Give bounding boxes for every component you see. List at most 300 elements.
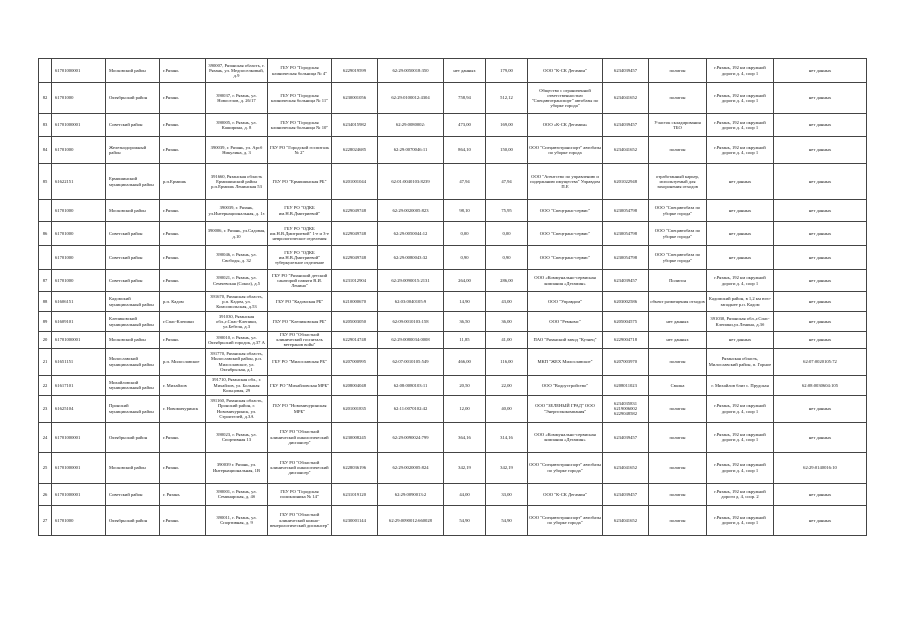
cell-inn: 6230001144 bbox=[332, 505, 378, 535]
cell-basis: полигон bbox=[649, 395, 707, 422]
cell-locality: г. Рязань bbox=[160, 483, 206, 505]
cell-address: 391670, Рязанская область, р.п. Кадом, ул. Комсомольская, д.53 bbox=[206, 292, 268, 312]
cell-address: 390039, г. Рязань, ул.Интернациональная, д. 1з bbox=[206, 200, 268, 222]
cell-locality: г. Новомичуринск bbox=[160, 395, 206, 422]
cell-cadastral: 62:29:0050018:350 bbox=[378, 59, 444, 83]
table-row bbox=[39, 114, 867, 137]
cell-site: г.Рязань, 192 км окружной дороги д. 4, соор 1 bbox=[707, 452, 774, 483]
cell-area1: 36,50 bbox=[444, 312, 486, 332]
cell-area1: 12,00 bbox=[444, 395, 486, 422]
table-row bbox=[39, 505, 867, 535]
cell-org: ГБУ РО "Областной клинический онкологический диспансер" bbox=[268, 422, 332, 452]
cell-locality: р.п.Ермишь bbox=[160, 164, 206, 200]
cell-area1: 14,90 bbox=[444, 292, 486, 312]
table-row bbox=[39, 422, 867, 452]
cell-num bbox=[39, 200, 52, 222]
cell-cad2: 62:29:0140016:10 bbox=[774, 452, 867, 483]
cell-basis: полигон bbox=[649, 348, 707, 375]
cell-operator: ООО "Спецавтотранспорт" автобазы по уборке города" bbox=[528, 505, 603, 535]
cell-area1: 20,50 bbox=[444, 375, 486, 395]
cell-site: нет данных bbox=[707, 246, 774, 270]
cell-inn2: 6234041652 bbox=[603, 505, 649, 535]
cell-district: Клепиковский муниципальный район bbox=[106, 312, 160, 332]
cell-num: 22 bbox=[39, 375, 52, 395]
cell-num: 85 bbox=[39, 164, 52, 200]
cell-cad2: нет данных bbox=[774, 114, 867, 137]
cell-locality: г.Рязань bbox=[160, 422, 206, 452]
cell-area2: 0,90 bbox=[486, 246, 528, 270]
cell-address: 390010, г. Рязань, ул. Октябрьский городок, д.37 А bbox=[206, 332, 268, 349]
cell-operator: ООО "Спецавтотранспорт" автобазы по уборке города" bbox=[528, 452, 603, 483]
cell-oktmo: 61701000 bbox=[52, 200, 106, 222]
cell-area2: 179,00 bbox=[486, 59, 528, 83]
cell-address: 390001, г. Рязань, ул. Семинарская, д. 4б bbox=[206, 483, 268, 505]
cell-site: 391030, Рязанская обл.,г.Спас-Клепики,ул.Ленина, д.3б bbox=[707, 312, 774, 332]
cell-area1: 54,90 bbox=[444, 505, 486, 535]
cell-district: Октябрьский район bbox=[106, 422, 160, 452]
cell-area2: 169,00 bbox=[486, 114, 528, 137]
cell-cadastral: 62:29:0080043:32 bbox=[378, 246, 444, 270]
cell-num: 84 bbox=[39, 137, 52, 164]
table-row bbox=[39, 452, 867, 483]
cell-site: г.Рязань, 192 км окружной дороги д. 4, соор 1 bbox=[707, 505, 774, 535]
cell-operator: МКП "ЖЕХ Милославское" bbox=[528, 348, 603, 375]
cell-oktmo: 61701000 bbox=[52, 505, 106, 535]
cell-num: 88 bbox=[39, 292, 52, 312]
cell-area1: 758,94 bbox=[444, 83, 486, 114]
cell-basis: ООО "Спецавтобаза по уборке города" bbox=[649, 222, 707, 246]
cell-cadastral: 62:29:0100012:4304 bbox=[378, 83, 444, 114]
cell-address: 390039 г. Рязань, ул. Интернациональная, 1В bbox=[206, 452, 268, 483]
cell-cad2: нет данных bbox=[774, 505, 867, 535]
cell-cad2: нет данных bbox=[774, 483, 867, 505]
cell-inn2: 6234039457 bbox=[603, 422, 649, 452]
cell-operator: ПАО "Рязанский завод "Кузнец" bbox=[528, 332, 603, 349]
table-row bbox=[39, 164, 867, 200]
cell-cadastral: 62:29:0020005:823 bbox=[378, 200, 444, 222]
cell-basis: полигон bbox=[649, 59, 707, 83]
cell-address: 391160, Рязанская область, Пронский район, г. Новомичуринск, ул. Строителей, д.3А bbox=[206, 395, 268, 422]
cell-org: ГБУ РО "Кадомская РБ" bbox=[268, 292, 332, 312]
cell-operator: ООО "Управдом" bbox=[528, 292, 603, 312]
cell-area2: 75,95 bbox=[486, 200, 528, 222]
cell-district: Милославский муниципальный район bbox=[106, 348, 160, 375]
table-row bbox=[39, 395, 867, 422]
cell-oktmo: 61701000001 bbox=[52, 483, 106, 505]
cell-district: Московский район bbox=[106, 332, 160, 349]
cell-site: г.Рязань, 192 км окружной дороги д. 4, соор. 2 bbox=[707, 483, 774, 505]
cell-address: 390039, г. Рязань, ул. Арсб Никулина, д. 3 bbox=[206, 137, 268, 164]
cell-area1: 0,00 bbox=[444, 222, 486, 246]
cell-locality: р.п. Кадом bbox=[160, 292, 206, 312]
cell-basis: отработанный карьер, используемый для захоронения отходов bbox=[649, 164, 707, 200]
cell-operator: ООО "Ремкомс" bbox=[528, 312, 603, 332]
cell-area1: 44,00 bbox=[444, 483, 486, 505]
cell-inn2: 6234035831 6219006002 6229048582 bbox=[603, 395, 649, 422]
cell-oktmo: 61701000001 bbox=[52, 332, 106, 349]
cell-area2: 33,00 bbox=[486, 483, 528, 505]
cell-operator: ООО "Спецтранс-сервис" bbox=[528, 246, 603, 270]
cell-num: 23 bbox=[39, 395, 52, 422]
cell-address: 390005, г. Рязань, ул. Каширина, д. 8 bbox=[206, 114, 268, 137]
cell-district: Советский район bbox=[106, 246, 160, 270]
cell-inn: 6229049748 bbox=[332, 200, 378, 222]
cell-inn2: 6234039457 bbox=[603, 483, 649, 505]
table-row bbox=[39, 375, 867, 395]
cell-locality: г.Рязань bbox=[160, 59, 206, 83]
cell-num bbox=[39, 59, 52, 83]
cell-inn: 6210000670 bbox=[332, 292, 378, 312]
cell-inn2: 6230054798 bbox=[603, 246, 649, 270]
cell-org: ГБУ РО "ОДКБ им.Н.В.Дмитриевой" bbox=[268, 200, 332, 222]
cell-address: 390007, Рязанская область, г. Рязань, ул. Медпоселковый, д.9 bbox=[206, 59, 268, 83]
cell-cad2: нет данных bbox=[774, 270, 867, 292]
cell-inn: 6231019120 bbox=[332, 483, 378, 505]
cell-site: нет данных bbox=[707, 222, 774, 246]
cell-district: Октябрьский район bbox=[106, 505, 160, 535]
cell-district: Московский район bbox=[106, 452, 160, 483]
cell-address: 390021, г. Рязань, ул. Семчевская (Сокол), д.5 bbox=[206, 270, 268, 292]
cell-cad2: 62:08:0030604:105 bbox=[774, 375, 867, 395]
cell-inn2: 6201022948 bbox=[603, 164, 649, 200]
cell-address: 390046, г. Рязань, ул. Свободы, д. 32 bbox=[206, 246, 268, 270]
cell-cadastral: 62:29:0020005:824 bbox=[378, 452, 444, 483]
table-row bbox=[39, 222, 867, 246]
cell-area1: 473,00 bbox=[444, 114, 486, 137]
cell-operator: ООО "К-СК Дегамин" bbox=[528, 59, 603, 83]
table-row bbox=[39, 137, 867, 164]
cell-org: ГБУ РО "Михайловская МРБ" bbox=[268, 375, 332, 395]
cell-area2: 40,00 bbox=[486, 395, 528, 422]
cell-locality: г.Рязань bbox=[160, 222, 206, 246]
cell-cadastral: 62:29:0090015:2131 bbox=[378, 270, 444, 292]
cell-basis: ООО "Спецавтобаза по уборке города" bbox=[649, 200, 707, 222]
cell-org: ГБУ РО "Областной клинический госпиталь ветеранов войн" bbox=[268, 332, 332, 349]
cell-inn: 6229014748 bbox=[332, 332, 378, 349]
table-row bbox=[39, 312, 867, 332]
cell-inn: 6229019599 bbox=[332, 59, 378, 83]
cell-org: ГБУ РО "Городской госпиталь № 2" bbox=[268, 137, 332, 164]
cell-cad2: нет данных bbox=[774, 292, 867, 312]
cell-cad2: нет данных bbox=[774, 332, 867, 349]
cell-operator: ООО "Спецавтотранспорт" автобазы по уборке города bbox=[528, 137, 603, 164]
cell-cad2: нет данных bbox=[774, 59, 867, 83]
cell-district: Пронский муниципальный район bbox=[106, 395, 160, 422]
cell-num: 83 bbox=[39, 114, 52, 137]
cell-inn2: 6207003970 bbox=[603, 348, 649, 375]
cell-area2: 150,00 bbox=[486, 137, 528, 164]
cell-inn: 6229049748 bbox=[332, 246, 378, 270]
cell-site: г.Рязань, 192 км окружной дороги д. 4, соор 1 bbox=[707, 83, 774, 114]
cell-num: 26 bbox=[39, 483, 52, 505]
cell-site: г.Рязань, 192 км окружной дороги д. 4, соор 1 bbox=[707, 395, 774, 422]
cell-locality: г.Рязань bbox=[160, 332, 206, 349]
cell-oktmo: 61701000 bbox=[52, 83, 106, 114]
cell-area1: 264,00 bbox=[444, 270, 486, 292]
cell-cad2: нет данных bbox=[774, 422, 867, 452]
cell-inn2: 6234041652 bbox=[603, 137, 649, 164]
cell-cadastral: 62:29:0050044:12 bbox=[378, 222, 444, 246]
cell-area2: 116,00 bbox=[486, 348, 528, 375]
cell-num: 89 bbox=[39, 312, 52, 332]
cell-org: ГБУ РО "Клепиковская РБ" bbox=[268, 312, 332, 332]
cell-org: ГБУ РО "Городская клиническая больница № 4" bbox=[268, 59, 332, 83]
cell-cadastral: 62:29:0090024:799 bbox=[378, 422, 444, 452]
cell-site: г.Рязань, 192 км окружной дороги д. 4, соор 1 bbox=[707, 270, 774, 292]
cell-inn2: 6234039457 bbox=[603, 59, 649, 83]
cell-locality: г.Рязань bbox=[160, 505, 206, 535]
cell-org: ГБУ РО "ОДКБ им.Н.В.Дмитриевой" 1-е и 3-е неврологическое отделения bbox=[268, 222, 332, 246]
cell-oktmo: 61701000 bbox=[52, 222, 106, 246]
cell-cadastral: 62:09:0010103:158 bbox=[378, 312, 444, 332]
cell-num: 25 bbox=[39, 452, 52, 483]
cell-operator: ООО "К-СК Дегамин" bbox=[528, 483, 603, 505]
table-row bbox=[39, 292, 867, 312]
cell-locality: г.Рязань bbox=[160, 137, 206, 164]
cell-inn: 6228036196 bbox=[332, 452, 378, 483]
cell-site: нет данных bbox=[707, 164, 774, 200]
cell-address: 390023, г. Рязань, ул. Спортивная 13 bbox=[206, 422, 268, 452]
cell-cadastral: 62:08:0080103:11 bbox=[378, 375, 444, 395]
cell-area2: 22,00 bbox=[486, 375, 528, 395]
cell-district: Советский район bbox=[106, 483, 160, 505]
cell-basis: объект размещения отходов bbox=[649, 292, 707, 312]
cell-area1: нет данных bbox=[444, 59, 486, 83]
data-table bbox=[38, 58, 867, 536]
table-row bbox=[39, 83, 867, 114]
cell-area2: 286,00 bbox=[486, 270, 528, 292]
table-row bbox=[39, 200, 867, 222]
cell-inn2: 6234041652 bbox=[603, 452, 649, 483]
cell-cadastral: 62:29:0090013:2 bbox=[378, 483, 444, 505]
cell-site: г.Рязань, 192 км окружной дороги д. 4, соор 1 bbox=[707, 422, 774, 452]
cell-operator: Общество с ограниченной ответственностью "Спецавтотранспорт" автобазы по уборке города" bbox=[528, 83, 603, 114]
cell-inn: 6201001835 bbox=[332, 395, 378, 422]
cell-num: 27 bbox=[39, 505, 52, 535]
cell-basis: полигон bbox=[649, 505, 707, 535]
cell-area1: 864,10 bbox=[444, 137, 486, 164]
cell-inn2: 6208011023 bbox=[603, 375, 649, 395]
cell-address: 391710, Рязанская обл., г. Михайлов, ул. Большая Кольцовая, 29 bbox=[206, 375, 268, 395]
cell-site: Кадомский район, в 1,2 км юго-западнее р.п. Кадом bbox=[707, 292, 774, 312]
cell-site: нет данных bbox=[707, 332, 774, 349]
cell-inn: 6230001056 bbox=[332, 83, 378, 114]
cell-locality: р.п. Милославское bbox=[160, 348, 206, 375]
cell-inn2: 6203002586 bbox=[603, 292, 649, 312]
cell-inn2: 6229004718 bbox=[603, 332, 649, 349]
cell-cad2: нет данных bbox=[774, 164, 867, 200]
cell-num: 20 bbox=[39, 332, 52, 349]
cell-inn: 6234015982 bbox=[332, 114, 378, 137]
cell-inn2: 6230054798 bbox=[603, 200, 649, 222]
cell-locality: г.Рязань bbox=[160, 270, 206, 292]
cell-org: ГБУ РО "ОДКБ им.Н.В.Дмитриевой" туберкулезное отделение bbox=[268, 246, 332, 270]
cell-operator: ООО "ЗЕЛЕНЫЙ ГРАД" ООО "Энергоэкокомпания" bbox=[528, 395, 603, 422]
cell-address: 390037, г. Рязань, ул. Новоселов, д. 26/17 bbox=[206, 83, 268, 114]
cell-cad2: нет данных bbox=[774, 246, 867, 270]
cell-oktmo: 61701000 bbox=[52, 270, 106, 292]
cell-basis: нет данных bbox=[649, 332, 707, 349]
cell-cadastral: 62:07:0010105:549 bbox=[378, 348, 444, 375]
cell-locality: г.Рязань bbox=[160, 200, 206, 222]
cell-district: Московский район bbox=[106, 200, 160, 222]
cell-area1: 0,90 bbox=[444, 246, 486, 270]
cell-basis: полигон bbox=[649, 483, 707, 505]
cell-area1: 98,10 bbox=[444, 200, 486, 222]
cell-area2: 512,12 bbox=[486, 83, 528, 114]
cell-oktmo: 61701000 bbox=[52, 246, 106, 270]
cell-area2: 43,00 bbox=[486, 292, 528, 312]
cell-basis: Полигон bbox=[649, 270, 707, 292]
cell-cadastral: 62:29:0070046:11 bbox=[378, 137, 444, 164]
cell-area2: 54,90 bbox=[486, 505, 528, 535]
cell-area1: 364,16 bbox=[444, 422, 486, 452]
cell-cadastral: 62:11:0070102:42 bbox=[378, 395, 444, 422]
cell-cadastral: 62:03:0040105:9 bbox=[378, 292, 444, 312]
cell-site: нет данных bbox=[707, 200, 774, 222]
table-row bbox=[39, 59, 867, 83]
table-row bbox=[39, 246, 867, 270]
cell-district: Михайловский муниципальный район bbox=[106, 375, 160, 395]
cell-basis: полигон bbox=[649, 83, 707, 114]
cell-district: Московский район bbox=[106, 59, 160, 83]
cell-org: ГБУ РО "Ермишинская РБ" bbox=[268, 164, 332, 200]
cell-area1: 342,19 bbox=[444, 452, 486, 483]
cell-basis: полигон bbox=[649, 422, 707, 452]
cell-basis: полигон bbox=[649, 452, 707, 483]
cell-site: г.Рязань, 192 км окружной дороги д. 4, соор 1 bbox=[707, 114, 774, 137]
cell-address: 391030, Рязанская обл.,г.Спас-Клепики, ул.Бебеля, д.3 bbox=[206, 312, 268, 332]
cell-oktmo: 61701000001 bbox=[52, 422, 106, 452]
cell-basis: полигон bbox=[649, 137, 707, 164]
cell-org: ГБУ РО "Милославская РБ" bbox=[268, 348, 332, 375]
cell-oktmo: 61617101 bbox=[52, 375, 106, 395]
cell-oktmo: 61625104 bbox=[52, 395, 106, 422]
cell-operator: ООО "Спецтранс-сервис" bbox=[528, 200, 603, 222]
cell-org: ГБУ РО "Областной клинический кожно-венерологический диспансер" bbox=[268, 505, 332, 535]
cell-district: Ермишинский муниципальный район bbox=[106, 164, 160, 200]
cell-cadastral: 62:29:0090012:660028 bbox=[378, 505, 444, 535]
table-row bbox=[39, 483, 867, 505]
cell-locality: г.Рязань bbox=[160, 114, 206, 137]
cell-area1: 11,85 bbox=[444, 332, 486, 349]
cell-inn2: 6234039457 bbox=[603, 114, 649, 137]
cell-inn: 6231012904 bbox=[332, 270, 378, 292]
cell-area1: 466,00 bbox=[444, 348, 486, 375]
cell-inn2: 6234039457 bbox=[603, 270, 649, 292]
cell-district: Советский район bbox=[106, 114, 160, 137]
cell-district: Октябрьский район bbox=[106, 83, 160, 114]
cell-area2: 314,16 bbox=[486, 422, 528, 452]
cell-cadastral: 62:29:0080034:0008 bbox=[378, 332, 444, 349]
cell-org: ГБУ РО "Городская клиническая больница № 10" bbox=[268, 114, 332, 137]
cell-num: 24 bbox=[39, 422, 52, 452]
cell-address: 391770, Рязанская область, Милославский район, р.п. Милославское, ул. Октябрьская, д.1 bbox=[206, 348, 268, 375]
cell-district: Советский район bbox=[106, 270, 160, 292]
cell-address: 390006, г. Рязань, ул.Садовая, д.10 bbox=[206, 222, 268, 246]
cell-cad2: нет данных bbox=[774, 83, 867, 114]
cell-inn2: 6234041652 bbox=[603, 83, 649, 114]
cell-cadastral: 62:01:0040103:8239 bbox=[378, 164, 444, 200]
cell-oktmo: 61622151 bbox=[52, 164, 106, 200]
cell-num: 86 bbox=[39, 222, 52, 246]
cell-org: ГБУ РО "Городская клиническая больница № 11" bbox=[268, 83, 332, 114]
cell-district: Железнодорожный район bbox=[106, 137, 160, 164]
cell-basis: нет данных bbox=[649, 312, 707, 332]
cell-oktmo: 61701000001 bbox=[52, 452, 106, 483]
cell-site: Рязанская область, Милославский район, п. Горное bbox=[707, 348, 774, 375]
cell-num bbox=[39, 246, 52, 270]
cell-inn2: 6230054798 bbox=[603, 222, 649, 246]
cell-operator: ООО "Агентство по управлению и подержанию имущества" Управдом П.Е bbox=[528, 164, 603, 200]
cell-area2: 47,94 bbox=[486, 164, 528, 200]
cell-site: г.Рязань, 192 км окружной дороги д. 4, соор 1 bbox=[707, 137, 774, 164]
cell-cad2: нет данных bbox=[774, 200, 867, 222]
cell-cad2: нет данных bbox=[774, 137, 867, 164]
cell-inn: 6230008245 bbox=[332, 422, 378, 452]
cell-area1: 47,94 bbox=[444, 164, 486, 200]
cell-num: 21 bbox=[39, 348, 52, 375]
cell-area2: 41,00 bbox=[486, 332, 528, 349]
cell-org: ГБУ РО "Новомичуринская МРБ" bbox=[268, 395, 332, 422]
cell-inn2: 6205004575 bbox=[603, 312, 649, 332]
cell-area2: 0,00 bbox=[486, 222, 528, 246]
cell-cad2: нет данных bbox=[774, 312, 867, 332]
cell-locality: г.Спас-Клепики bbox=[160, 312, 206, 332]
cell-org: ГБУ РО "Областной клинический онкологический диспансер" bbox=[268, 452, 332, 483]
cell-num: 82 bbox=[39, 83, 52, 114]
cell-basis: Свалка bbox=[649, 375, 707, 395]
cell-address: 391660, Рязанская область Ермишинский район р.п.Ермишь Ленинская 53 bbox=[206, 164, 268, 200]
cell-oktmo: 61701000 bbox=[52, 137, 106, 164]
cell-area2: 36,00 bbox=[486, 312, 528, 332]
cell-operator: ООО "Водоустройство" bbox=[528, 375, 603, 395]
cell-cad2: нет данных bbox=[774, 222, 867, 246]
cell-inn: 6205003050 bbox=[332, 312, 378, 332]
cell-district: Кадомский муниципальный район bbox=[106, 292, 160, 312]
cell-oktmo: 61701000001 bbox=[52, 59, 106, 83]
cell-org: ГБУ РО "Городская поликлиника № 14" bbox=[268, 483, 332, 505]
cell-area2: 342,19 bbox=[486, 452, 528, 483]
cell-cadastral: 62:29:0080002: bbox=[378, 114, 444, 137]
cell-oktmo: 61609101 bbox=[52, 312, 106, 332]
cell-oktmo: 61701000001 bbox=[52, 114, 106, 137]
cell-locality: г. Михайлов bbox=[160, 375, 206, 395]
cell-oktmo: 61651151 bbox=[52, 348, 106, 375]
cell-operator: ООО "Спецтранс-сервис" bbox=[528, 222, 603, 246]
cell-locality: г.Рязань bbox=[160, 83, 206, 114]
cell-basis: Участок складирования ТБО bbox=[649, 114, 707, 137]
cell-operator: ООО «Коммунально-сервисная компания «Дегамин» bbox=[528, 270, 603, 292]
cell-operator: ООО «К-СК Дегамин» bbox=[528, 114, 603, 137]
cell-num: 87 bbox=[39, 270, 52, 292]
table-row bbox=[39, 332, 867, 349]
cell-cad2: 62:07:0020105:72 bbox=[774, 348, 867, 375]
cell-district: Советский район bbox=[106, 222, 160, 246]
cell-address: 390011, г. Рязань, ул. Спортивная, д. 9 bbox=[206, 505, 268, 535]
cell-basis: ООО "Спецавтобаза по уборке города" bbox=[649, 246, 707, 270]
cell-inn: 6229049748 bbox=[332, 222, 378, 246]
cell-inn: 6228024685 bbox=[332, 137, 378, 164]
cell-operator: ООО «Коммунально-сервисная компания «Дегамин» bbox=[528, 422, 603, 452]
table-row bbox=[39, 348, 867, 375]
cell-cad2: нет данных bbox=[774, 395, 867, 422]
cell-site: г.Рязань, 192 км окружной дороги д. 4, соор 1 bbox=[707, 59, 774, 83]
cell-oktmo: 61606151 bbox=[52, 292, 106, 312]
cell-locality: г.Рязань bbox=[160, 452, 206, 483]
cell-inn: 6207000995 bbox=[332, 348, 378, 375]
cell-site: г. Михайлов близ с. Прудская bbox=[707, 375, 774, 395]
